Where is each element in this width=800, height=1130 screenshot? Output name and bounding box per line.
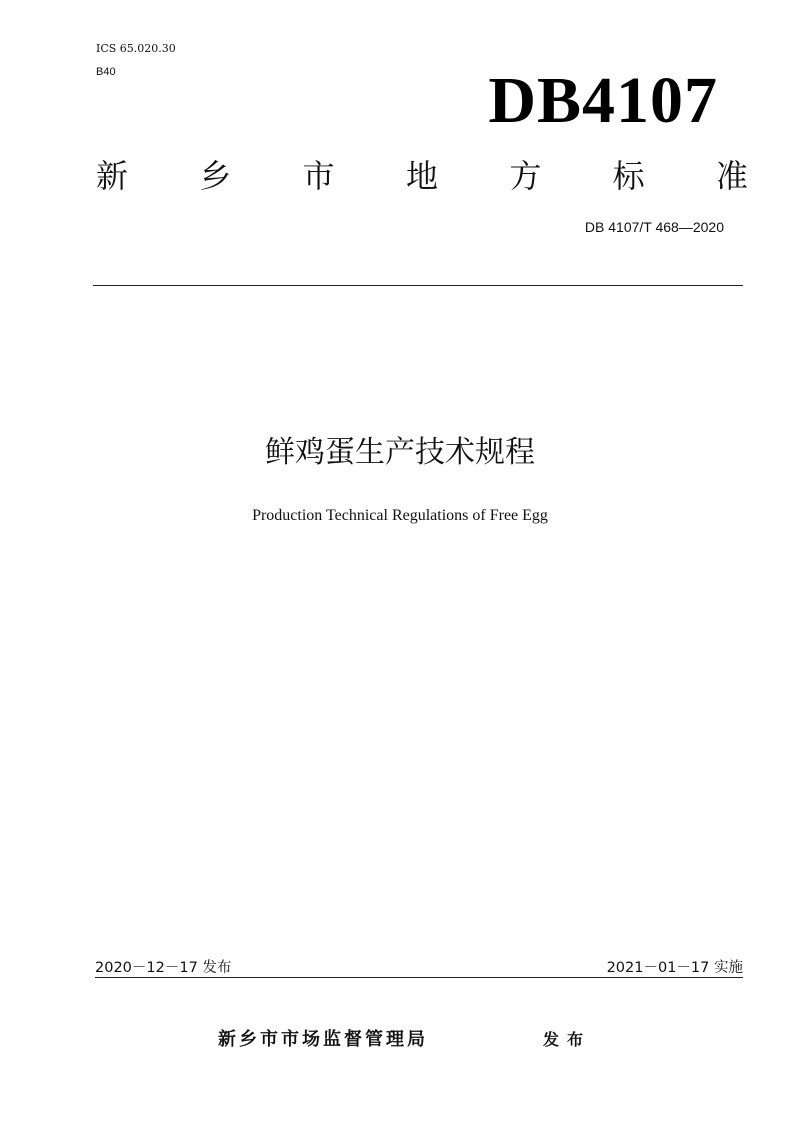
footer-divider — [95, 977, 743, 978]
standard-type-char: 新 — [96, 157, 129, 195]
issue-date: 2020－12－17 发布 — [95, 960, 232, 976]
document-title-english: Production Technical Regulations of Free Egg — [252, 507, 548, 524]
document-title-chinese: 鲜鸡蛋生产技术规程 — [265, 435, 535, 470]
standard-number: DB 4107/T 468—2020 — [584, 219, 724, 235]
publish-label: 发布 — [543, 1030, 592, 1049]
standard-type-char: 准 — [715, 157, 748, 195]
standard-type-char: 地 — [405, 157, 438, 195]
standard-type-char: 标 — [612, 157, 645, 195]
standard-type-heading — [96, 154, 748, 198]
standard-type-char: 市 — [302, 157, 335, 195]
ics-code: ICS 65.020.30 — [96, 42, 176, 55]
issuing-authority: 新乡市市场监督管理局 — [218, 1029, 428, 1050]
standard-type-char: 方 — [509, 157, 542, 195]
header-divider — [93, 285, 743, 286]
implementation-date: 2021－01－17 实施 — [606, 960, 743, 976]
classification-code: B40 — [96, 66, 116, 78]
standard-type-char: 乡 — [199, 157, 232, 195]
standard-logo: DB4107 — [488, 64, 718, 137]
